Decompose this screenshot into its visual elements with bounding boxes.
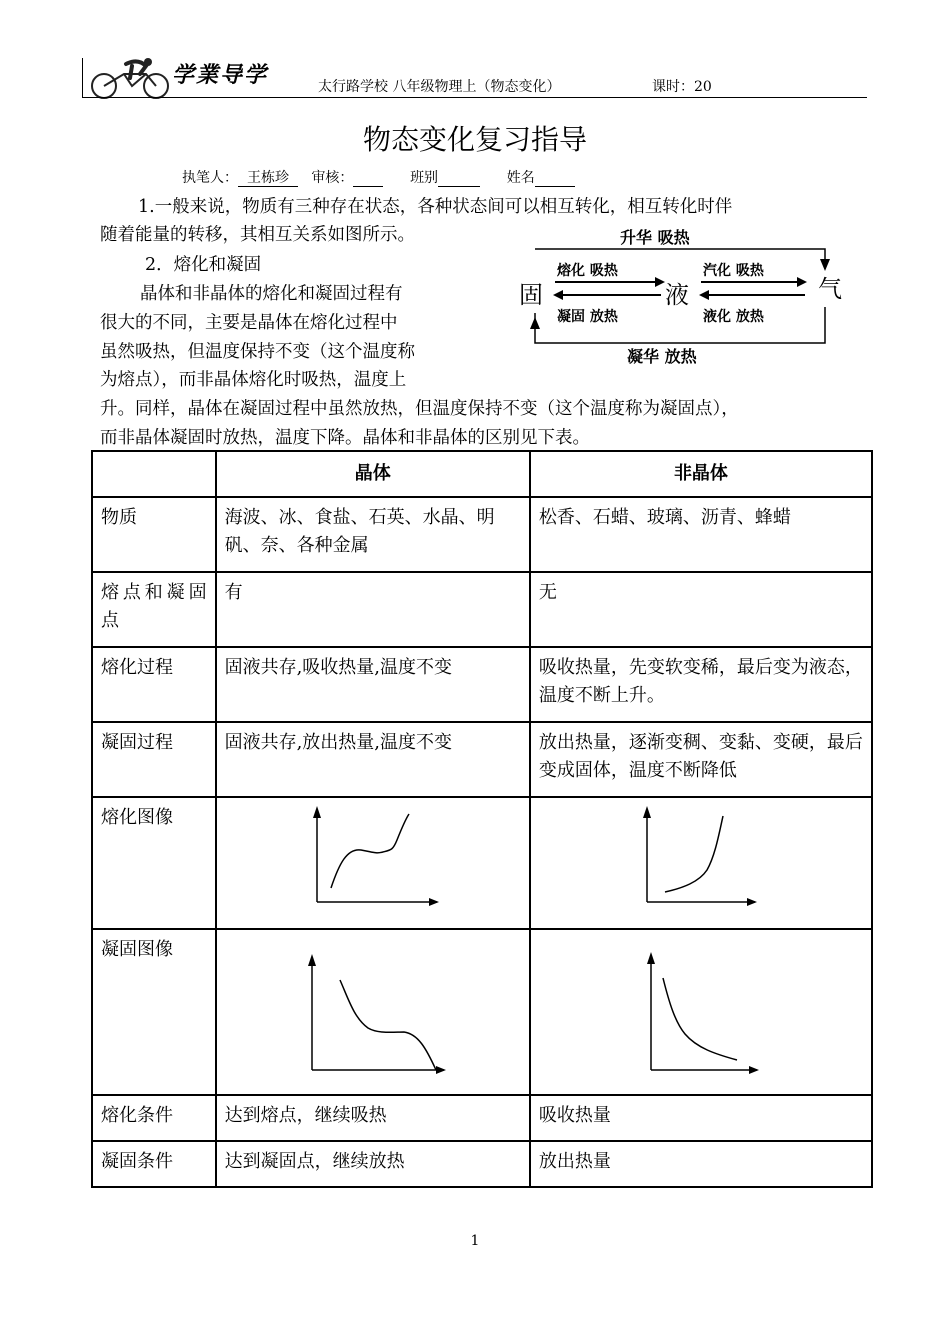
author-label: 执笔人： bbox=[182, 170, 238, 186]
sublimation-label: 升华 吸热 bbox=[620, 228, 690, 247]
amorphous-cell: 放出热量 bbox=[530, 1141, 872, 1187]
table-header-cell: 晶体 bbox=[216, 451, 530, 497]
crystal-cell: 达到凝固点，继续放热 bbox=[216, 1141, 530, 1187]
logo-text: 学業导学 bbox=[172, 62, 269, 88]
deposition-arrowhead-icon bbox=[530, 317, 540, 329]
para-3-line-6: 而非晶体凝固时放热，温度下降。晶体和非晶体的区别见下表。 bbox=[100, 428, 590, 448]
name-blank bbox=[535, 170, 575, 187]
gas-label: 气 bbox=[818, 275, 842, 303]
amorphous-cell: 松香、石蜡、玻璃、沥青、蜂蜡 bbox=[530, 497, 872, 572]
crystal-comparison-table bbox=[91, 450, 873, 1188]
row-label: 熔化图像 bbox=[92, 797, 216, 929]
amorphous-cell: 放出热量，逐渐变稠、变黏、变硬，最后变成固体，温度不断降低 bbox=[530, 722, 872, 797]
table-row bbox=[92, 572, 872, 647]
x-axis-arrow-icon bbox=[429, 898, 439, 906]
row-label: 熔化条件 bbox=[92, 1095, 216, 1141]
table-header-cell: 非晶体 bbox=[530, 451, 872, 497]
byline bbox=[182, 167, 575, 187]
crystal-cell: 海波、冰、食盐、石英、水晶、明矾、奈、各种金属 bbox=[216, 497, 530, 572]
melting-label: 熔化 吸热 bbox=[557, 263, 618, 279]
freezing-arrow-icon bbox=[553, 290, 563, 300]
table-row bbox=[92, 497, 872, 572]
crystal-cell: 固液共存,放出热量,温度不变 bbox=[216, 722, 530, 797]
header-period: 课时：20 bbox=[652, 79, 712, 95]
para-3-line-3: 虽然吸热，但温度保持不变（这个温度称 bbox=[100, 342, 415, 362]
para-3-line-4: 为熔点），而非晶体熔化时吸热，温度上 bbox=[100, 370, 407, 390]
row-label: 凝固条件 bbox=[92, 1141, 216, 1187]
crystal-freezing-graph bbox=[298, 936, 448, 1084]
row-label: 物质 bbox=[92, 497, 216, 572]
para-3-line-5: 升。同样，晶体在凝固过程中虽然放热，但温度保持不变（这个温度称为凝固点）， bbox=[100, 399, 739, 419]
para-3-line-2: 很大的不同，主要是晶体在熔化过程中 bbox=[100, 313, 398, 333]
reviewer-blank bbox=[353, 170, 383, 187]
para-2-heading: 2．熔化和凝固 bbox=[145, 255, 262, 275]
row-label: 熔化过程 bbox=[92, 647, 216, 722]
sublimation-arrowhead-icon bbox=[820, 259, 830, 271]
crystal-melting-graph bbox=[303, 804, 443, 916]
freezing-label: 凝固 放热 bbox=[557, 309, 618, 325]
table-row bbox=[92, 1095, 872, 1141]
vaporization-arrow-icon bbox=[797, 277, 807, 287]
cyclist-logo-icon bbox=[86, 56, 178, 100]
row-label: 凝固过程 bbox=[92, 722, 216, 797]
page-title: 物态变化复习指导 bbox=[362, 123, 587, 156]
para-1-line-1: 1.一般来说，物质有三种存在状态，各种状态间可以相互转化，相互转化时伴 bbox=[138, 197, 733, 217]
header-divider-vertical bbox=[82, 58, 83, 98]
crystal-cell: 有 bbox=[216, 572, 530, 647]
vaporization-label: 汽化 吸热 bbox=[703, 263, 764, 279]
y-axis-arrow-icon bbox=[308, 954, 316, 966]
y-axis-arrow-icon bbox=[643, 806, 651, 818]
y-axis-arrow-icon bbox=[647, 952, 655, 964]
amorphous-melting-graph-cell bbox=[530, 797, 872, 929]
page-number: 1 bbox=[470, 1233, 480, 1249]
y-axis-arrow-icon bbox=[313, 806, 321, 818]
liquid-label: 液 bbox=[665, 281, 689, 309]
reviewer-label: 审核： bbox=[311, 170, 354, 186]
amorphous-freezing-graph-cell bbox=[530, 929, 872, 1095]
condensation-arrow-icon bbox=[699, 290, 709, 300]
table-header-row bbox=[92, 451, 872, 497]
amorphous-cell: 吸收热量 bbox=[530, 1095, 872, 1141]
author-name: 王栋珍 bbox=[238, 170, 298, 187]
table-row bbox=[92, 647, 872, 722]
class-label: 班别 bbox=[410, 170, 439, 186]
header-rule bbox=[82, 97, 867, 98]
table-row bbox=[92, 929, 872, 1095]
condensation-label: 液化 放热 bbox=[703, 309, 764, 325]
state-change-diagram bbox=[515, 225, 855, 370]
name-label: 姓名 bbox=[506, 170, 535, 186]
crystal-cell: 固液共存,吸收热量,温度不变 bbox=[216, 647, 530, 722]
amorphous-cell: 无 bbox=[530, 572, 872, 647]
x-axis-arrow-icon bbox=[436, 1066, 446, 1074]
amorphous-melting-graph bbox=[631, 804, 771, 916]
class-blank bbox=[438, 170, 480, 187]
header-school-info: 太行路学校 八年级物理上（物态变化） bbox=[318, 79, 561, 95]
para-1-line-2: 随着能量的转移，其相互关系如图所示。 bbox=[100, 225, 415, 245]
crystal-cell: 达到熔点，继续吸热 bbox=[216, 1095, 530, 1141]
para-3-line-1: 晶体和非晶体的熔化和凝固过程有 bbox=[140, 284, 403, 304]
crystal-melting-graph-cell bbox=[216, 797, 530, 929]
solid-label: 固 bbox=[519, 281, 543, 309]
table-header-cell bbox=[92, 451, 216, 497]
x-axis-arrow-icon bbox=[749, 1066, 759, 1074]
table-row bbox=[92, 1141, 872, 1187]
row-label: 凝固图像 bbox=[92, 929, 216, 1095]
deposition-label: 凝华 放热 bbox=[627, 347, 697, 366]
melting-arrow-icon bbox=[655, 277, 665, 287]
crystal-freezing-graph-cell bbox=[216, 929, 530, 1095]
x-axis-arrow-icon bbox=[747, 898, 757, 906]
amorphous-freezing-graph bbox=[631, 936, 771, 1084]
table-row bbox=[92, 722, 872, 797]
amorphous-cell: 吸收热量，先变软变稀，最后变为液态，温度不断上升。 bbox=[530, 647, 872, 722]
table-row bbox=[92, 797, 872, 929]
row-label: 熔点和凝固点 bbox=[92, 572, 216, 647]
